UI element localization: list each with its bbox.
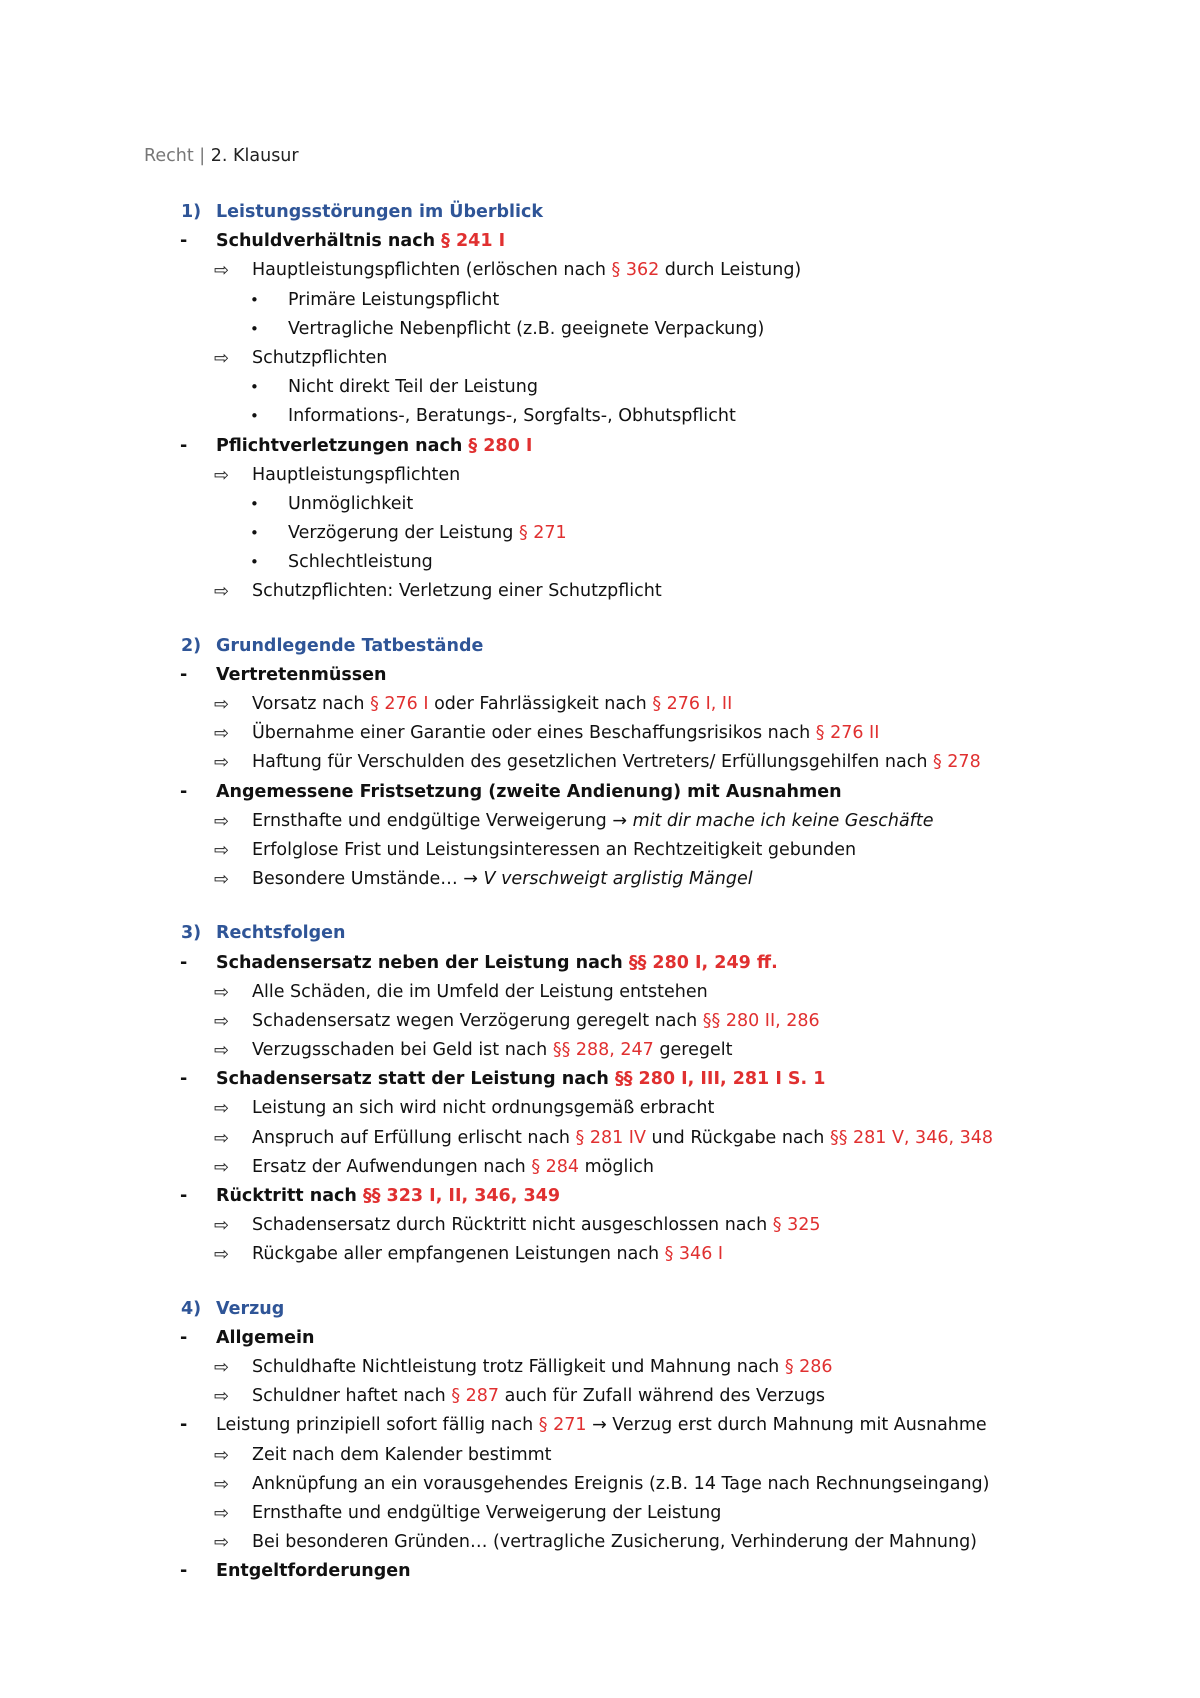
text-segment: Ernsthafte und endgültige Verweigerung der Leistung (252, 1502, 722, 1523)
line-text (252, 1153, 654, 1182)
paragraph-reference: §§ 288, 247 (552, 1040, 654, 1061)
text-segment: und Rückgabe nach (645, 1127, 830, 1148)
topic-line (0, 1182, 1200, 1211)
bullet-marker: • (250, 319, 259, 338)
arrow-icon: ⇨ (214, 1473, 230, 1495)
topic-line (0, 1065, 1200, 1094)
dash-marker: - (180, 435, 188, 456)
text-segment: Schuldverhältnis nach (216, 231, 442, 252)
line-text (288, 402, 736, 431)
arrow-item (0, 836, 1200, 865)
arrow-icon: ⇨ (214, 1040, 230, 1062)
text-segment: Anspruch auf Erfüllung erlischt nach (252, 1127, 576, 1148)
text-segment: Rechtsfolgen (216, 923, 346, 944)
text-segment: Bei besonderen Gründen… (vertragliche Zusicherung, Verhinderung der Mahnung) (252, 1532, 978, 1553)
line-text (216, 432, 532, 461)
text-segment: Besondere Umstände… → (252, 869, 484, 890)
paragraph-reference: § 346 I (664, 1244, 724, 1265)
paragraph-reference: §§ 323 I, II, 346, 349 (362, 1186, 560, 1206)
arrow-icon: ⇨ (214, 347, 230, 369)
text-segment: Schutzpflichten (252, 347, 388, 368)
dash-marker: - (180, 1186, 188, 1206)
arrow-icon: ⇨ (214, 260, 230, 282)
arrow-icon: ⇨ (214, 1356, 230, 1378)
text-segment: Leistung an sich wird nicht ordnungsgemäß erbracht (252, 1098, 715, 1119)
text-segment: Verzugsschaden bei Geld ist nach (252, 1040, 553, 1061)
text-segment: Informations-, Beratungs-, Sorgfalts-, Obhutspflicht (288, 406, 736, 427)
paragraph-reference: § 287 (451, 1386, 500, 1407)
text-segment: Zeit nach dem Kalender bestimmt (252, 1444, 552, 1465)
dash-marker: - (180, 952, 188, 973)
text-segment: oder Fahrlässigkeit nach (428, 694, 653, 714)
arrow-item (0, 1470, 1200, 1499)
bullet-item (0, 315, 1200, 344)
paragraph-reference: § 280 I (468, 435, 533, 456)
arrow-item (0, 577, 1200, 606)
text-segment: möglich (579, 1156, 654, 1177)
paragraph-reference: § 276 I, II (652, 694, 733, 714)
line-text (252, 344, 387, 373)
line-text (288, 519, 567, 548)
arrow-icon: ⇨ (214, 981, 230, 1003)
line-text (216, 1295, 284, 1324)
dash-marker: - (180, 781, 188, 802)
paragraph-reference: § 276 I (370, 694, 429, 714)
topic-line (0, 949, 1200, 978)
text-segment: Schlechtleistung (288, 552, 433, 573)
line-text (252, 1124, 993, 1153)
paragraph-reference: § 362 (611, 260, 660, 281)
arrow-item (0, 1124, 1200, 1153)
topic-line (0, 1324, 1200, 1353)
dash-marker: - (180, 664, 188, 685)
paragraph-reference: § 281 IV (575, 1127, 646, 1148)
text-segment: Ersatz der Aufwendungen nach (252, 1156, 532, 1177)
text-segment: durch Leistung) (659, 260, 802, 281)
arrow-icon: ⇨ (214, 869, 230, 891)
line-text (216, 1411, 987, 1440)
line-text (216, 1065, 825, 1094)
line-text (252, 865, 753, 894)
paragraph-reference: § 284 (531, 1156, 580, 1177)
arrow-icon: ⇨ (214, 1010, 230, 1032)
text-segment: Verzug (216, 1298, 285, 1319)
page-header (144, 146, 299, 166)
line-text (216, 1557, 411, 1586)
topic-line (0, 227, 1200, 256)
text-segment: Schutzpflichten: Verletzung einer Schutzpflicht (252, 581, 662, 602)
line-text (252, 1353, 833, 1382)
text-segment: Vertragliche Nebenpflicht (z.B. geeignete Verpackung) (288, 318, 765, 339)
line-text (216, 949, 778, 978)
line-text (252, 1240, 723, 1269)
text-segment: Schadensersatz statt der Leistung nach (216, 1069, 615, 1090)
text-segment: Schadensersatz neben der Leistung nach (216, 952, 629, 973)
line-text (252, 748, 981, 777)
text-segment: Grundlegende Tatbestände (216, 635, 484, 656)
topic-line (0, 778, 1200, 807)
line-text (252, 577, 662, 606)
text-segment: Schadensersatz durch Rücktritt nicht ausgeschlossen nach (252, 1215, 773, 1236)
arrow-item (0, 1094, 1200, 1123)
text-segment: geregelt (653, 1040, 733, 1061)
line-text (288, 373, 538, 402)
arrow-item (0, 1499, 1200, 1528)
paragraph-reference: §§ 280 I, 249 ff. (628, 952, 778, 973)
arrow-item (0, 256, 1200, 285)
text-segment: Leistung prinzipiell sofort fällig nach (216, 1415, 539, 1436)
bullet-marker: • (250, 290, 259, 309)
text-segment: Angemessene Fristsetzung (zweite Andienung) mit Ausnahmen (216, 781, 842, 802)
line-text (288, 548, 433, 577)
line-text (252, 461, 460, 490)
topic-line (0, 1557, 1200, 1586)
dash-marker: - (180, 1327, 188, 1348)
dash-marker: - (180, 1415, 188, 1436)
document-body (0, 198, 1200, 1586)
arrow-icon: ⇨ (214, 752, 230, 774)
arrow-icon: ⇨ (214, 1502, 230, 1524)
text-segment: Primäre Leistungspflicht (288, 289, 500, 310)
text-segment: Allgemein (216, 1327, 315, 1348)
arrow-item (0, 344, 1200, 373)
bullet-item (0, 373, 1200, 402)
line-text (252, 690, 732, 719)
line-text (252, 1007, 820, 1036)
text-segment: Haftung für Verschulden des gesetzlichen Vertreters/ Erfüllungsgehilfen nach (252, 752, 933, 773)
line-text (252, 1470, 990, 1499)
paragraph-reference: § 276 II (815, 723, 880, 744)
paragraph-reference: § 286 (784, 1356, 833, 1377)
section-number: 4) (181, 1298, 202, 1319)
arrow-item (0, 1211, 1200, 1240)
line-text (216, 632, 483, 661)
arrow-item (0, 1036, 1200, 1065)
bullet-marker: • (250, 524, 259, 543)
arrow-item (0, 748, 1200, 777)
text-segment: Ernsthafte und endgültige Verweigerung → (252, 810, 633, 831)
text-segment: Schadensersatz wegen Verzögerung geregelt nach (252, 1010, 703, 1031)
paragraph-reference: §§ 281 V, 346, 348 (829, 1127, 993, 1148)
arrow-icon: ⇨ (214, 464, 230, 486)
arrow-item (0, 461, 1200, 490)
line-text (252, 1499, 721, 1528)
bullet-item (0, 519, 1200, 548)
bullet-marker: • (250, 378, 259, 397)
arrow-icon: ⇨ (214, 1127, 230, 1149)
dash-marker: - (180, 1561, 188, 1582)
arrow-icon: ⇨ (214, 1444, 230, 1466)
arrow-item (0, 1528, 1200, 1557)
section-heading (0, 198, 1200, 227)
text-segment: Vorsatz nach (252, 694, 371, 714)
topic-line (0, 432, 1200, 461)
text-segment: Rückgabe aller empfangenen Leistungen nach (252, 1244, 665, 1265)
line-text (252, 978, 708, 1007)
text-segment: Entgeltforderungen (216, 1561, 411, 1582)
text-segment: Nicht direkt Teil der Leistung (288, 377, 538, 398)
paragraph-reference: § 271 (518, 523, 567, 544)
section-heading (0, 632, 1200, 661)
text-segment: Verzögerung der Leistung (288, 523, 519, 544)
dash-marker: - (180, 1069, 188, 1090)
arrow-item (0, 1240, 1200, 1269)
line-text (288, 286, 499, 315)
arrow-icon: ⇨ (214, 1386, 230, 1408)
section-number: 1) (181, 202, 202, 222)
line-text (252, 1441, 552, 1470)
header-subject: Recht (144, 146, 194, 166)
arrow-icon: ⇨ (214, 1215, 230, 1237)
line-text (288, 490, 413, 519)
example-text: mit dir mache ich keine Geschäfte (632, 810, 934, 831)
bullet-item (0, 286, 1200, 315)
text-segment: auch für Zufall während des Verzugs (499, 1386, 826, 1407)
arrow-item (0, 865, 1200, 894)
bullet-item (0, 402, 1200, 431)
arrow-item (0, 690, 1200, 719)
paragraph-reference: § 271 (538, 1415, 587, 1436)
section-heading (0, 1295, 1200, 1324)
section-number: 3) (181, 923, 202, 944)
line-text (252, 1382, 825, 1411)
arrow-item (0, 978, 1200, 1007)
arrow-item (0, 1441, 1200, 1470)
bullet-item (0, 490, 1200, 519)
text-segment: Schuldhafte Nichtleistung trotz Fälligkeit und Mahnung nach (252, 1356, 785, 1377)
bullet-marker: • (250, 407, 259, 426)
line-text (216, 661, 387, 690)
line-text (216, 919, 345, 948)
header-title: 2. Klausur (210, 146, 299, 166)
line-text (252, 719, 879, 748)
header-separator: | (199, 146, 206, 166)
dash-marker: - (180, 231, 188, 252)
paragraph-reference: §§ 280 II, 286 (702, 1010, 820, 1031)
arrow-icon: ⇨ (214, 1532, 230, 1554)
arrow-item (0, 807, 1200, 836)
text-segment: Anknüpfung an ein vorausgehendes Ereignis (z.B. 14 Tage nach Rechnungseingang) (252, 1473, 990, 1494)
bullet-marker: • (250, 553, 259, 572)
topic-line (0, 661, 1200, 690)
line-text (216, 1182, 560, 1211)
topic-line (0, 1411, 1200, 1440)
text-segment: Pflichtverletzungen nach (216, 435, 469, 456)
paragraph-reference: § 278 (932, 752, 981, 773)
arrow-item (0, 1007, 1200, 1036)
arrow-icon: ⇨ (214, 581, 230, 603)
bullet-marker: • (250, 494, 259, 513)
text-segment: Hauptleistungspflichten (erlöschen nach (252, 260, 612, 281)
section-number: 2) (181, 635, 202, 656)
paragraph-reference: §§ 280 I, III, 281 I S. 1 (614, 1069, 826, 1090)
text-segment: Unmöglichkeit (288, 493, 414, 514)
arrow-icon: ⇨ (214, 723, 230, 745)
arrow-item (0, 1382, 1200, 1411)
text-segment: Übernahme einer Garantie oder eines Beschaffungsrisikos nach (252, 723, 816, 744)
line-text (288, 315, 764, 344)
section-heading (0, 919, 1200, 948)
line-text (252, 256, 801, 285)
line-text (252, 1211, 821, 1240)
line-text (216, 227, 505, 256)
text-segment: Schuldner haftet nach (252, 1386, 452, 1407)
text-segment: Hauptleistungspflichten (252, 464, 461, 485)
arrow-icon: ⇨ (214, 1244, 230, 1266)
line-text (252, 836, 856, 865)
text-segment: Vertretenmüssen (216, 664, 387, 685)
text-segment: Leistungsstörungen im Überblick (216, 202, 544, 222)
arrow-icon: ⇨ (214, 810, 230, 832)
line-text (252, 807, 933, 836)
arrow-item (0, 719, 1200, 748)
text-segment: Alle Schäden, die im Umfeld der Leistung entstehen (252, 981, 708, 1002)
text-segment: → Verzug erst durch Mahnung mit Ausnahme (586, 1415, 987, 1436)
arrow-icon: ⇨ (214, 839, 230, 861)
text-segment: Erfolglose Frist und Leistungsinteressen an Rechtzeitigkeit gebunden (252, 839, 857, 860)
bullet-item (0, 548, 1200, 577)
paragraph-reference: § 241 I (441, 231, 506, 252)
line-text (252, 1528, 977, 1557)
line-text (252, 1094, 714, 1123)
paragraph-reference: § 325 (772, 1215, 821, 1236)
line-text (216, 778, 842, 807)
arrow-item (0, 1353, 1200, 1382)
arrow-icon: ⇨ (214, 1156, 230, 1178)
line-text (216, 198, 543, 227)
arrow-item (0, 1153, 1200, 1182)
text-segment: Rücktritt nach (216, 1186, 363, 1206)
example-text: V verschweigt arglistig Mängel (483, 869, 753, 890)
line-text (216, 1324, 315, 1353)
line-text (252, 1036, 732, 1065)
arrow-icon: ⇨ (214, 694, 230, 715)
arrow-icon: ⇨ (214, 1098, 230, 1120)
